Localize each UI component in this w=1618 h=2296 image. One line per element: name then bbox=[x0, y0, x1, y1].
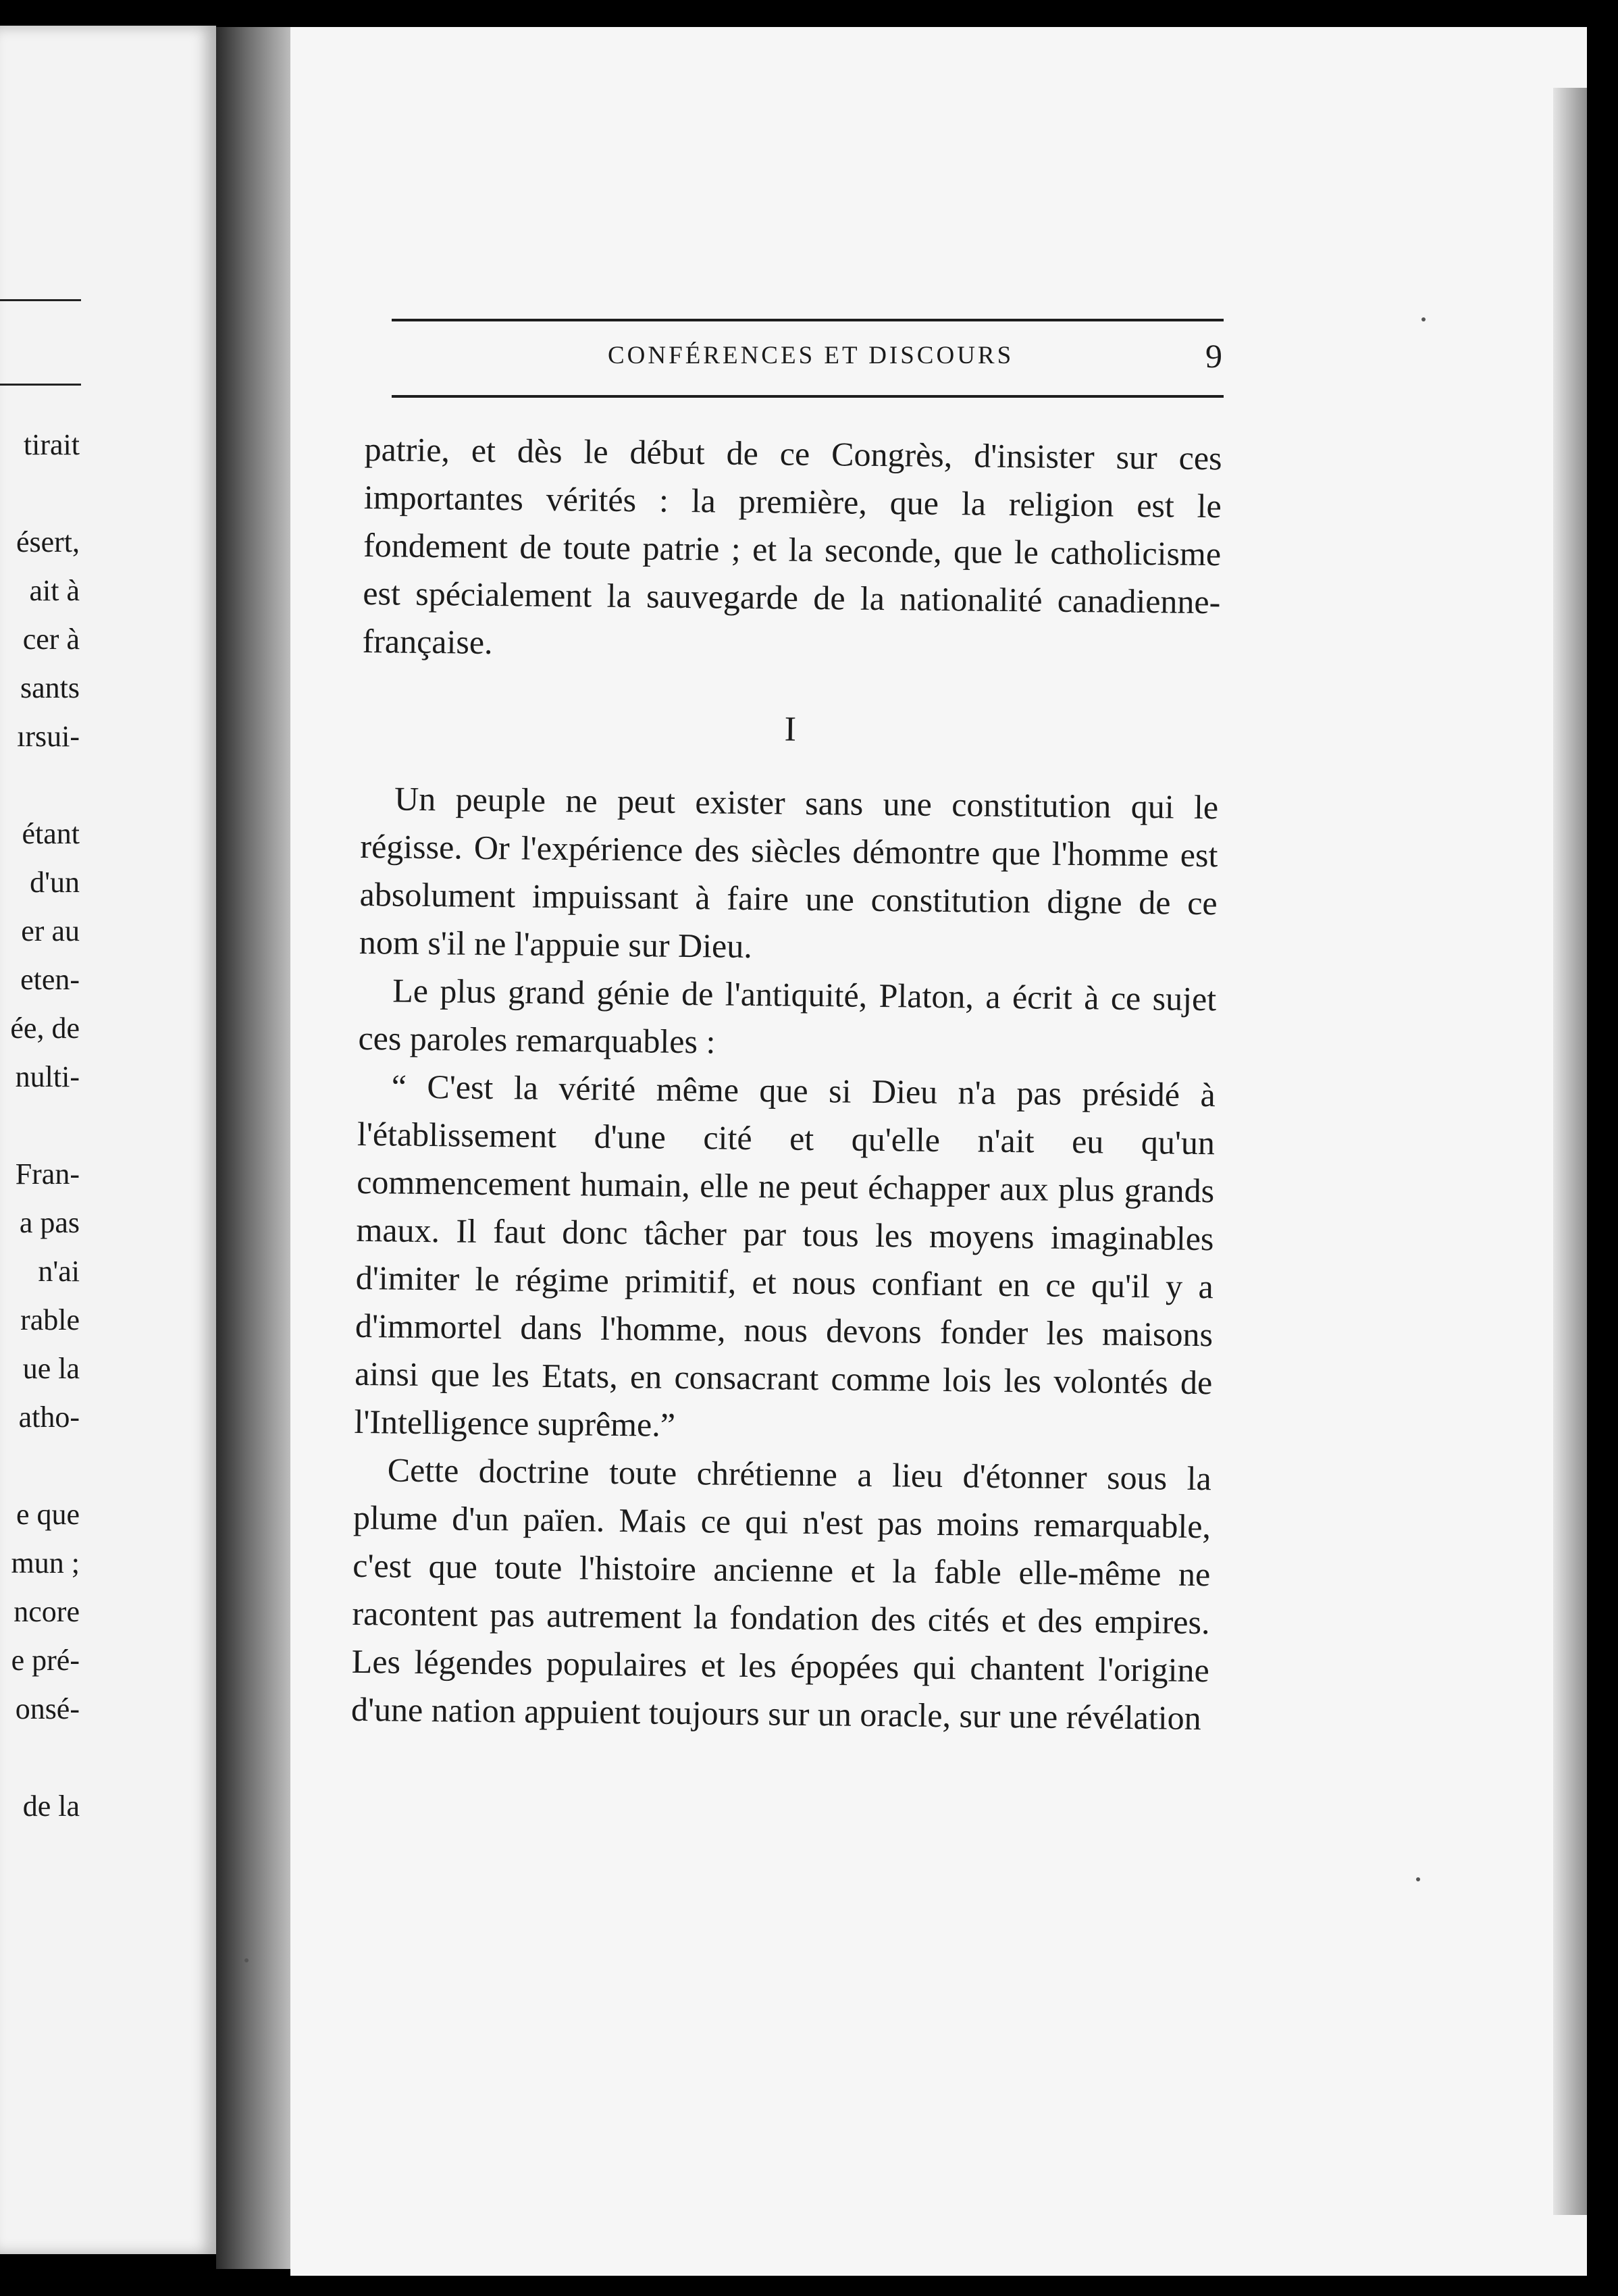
left-page-line-fragment: ncore bbox=[14, 1595, 80, 1628]
left-page-line-fragment: ue la bbox=[22, 1352, 80, 1385]
left-page-line-fragment: ırsui- bbox=[17, 720, 80, 753]
left-page-line-fragment: sants bbox=[20, 671, 80, 704]
paragraph-1: Un peuple ne peut exister sans une constitution qui le régisse. Or l'expérience des siècles démontre que l'homme est absolument impuissant à faire une constitution digne de ce nom s'il ne l'appuie sur Dieu. bbox=[359, 779, 1219, 966]
page-edge-shadow bbox=[1553, 88, 1587, 2215]
left-page-line-fragment: ésert, bbox=[16, 525, 80, 558]
header-rule-bottom bbox=[392, 395, 1224, 398]
left-page-line-fragment bbox=[0, 1101, 80, 1150]
left-page-line-fragment: tirait bbox=[23, 428, 80, 461]
dust-speck bbox=[1421, 317, 1426, 321]
platon-quotation: “ C'est la vérité même que si Dieu n'a pas présidé à l'établissement d'une cité et qu'elle n'ait eu qu'un commencement humain, elle ne peut échapper aux plus grands maux. Il faut donc tâcher par tous les moyens imaginables d'imiter le régime primitif, et nous confiant en ce qu'il y a d'immortel dans l'homme, nous devons fonder les maisons ainsi que les Etats, en consacrant comme lois les volontés de l'Intelligence suprême.” bbox=[354, 1067, 1216, 1444]
left-page-line-fragment: de la bbox=[22, 1790, 80, 1823]
left-page-line-fragment: étant bbox=[22, 817, 80, 850]
left-page-line-fragment: cer à bbox=[22, 623, 80, 656]
section-number: I bbox=[784, 710, 797, 749]
left-page-line-fragment: eten- bbox=[20, 963, 80, 996]
left-page-line-fragment: mun ; bbox=[11, 1546, 80, 1580]
left-facing-page bbox=[0, 26, 216, 2254]
left-page-line-fragment: onsé- bbox=[15, 1692, 80, 1725]
page-number: 9 bbox=[1205, 337, 1222, 375]
left-page-line-fragment: Fran- bbox=[15, 1157, 80, 1191]
left-page-line-fragment bbox=[0, 469, 80, 518]
left-page-line-fragment: atho- bbox=[18, 1401, 80, 1434]
left-page-line-fragment: e pré- bbox=[11, 1644, 80, 1677]
left-page-line-fragment: nulti- bbox=[15, 1060, 80, 1093]
running-head: CONFÉRENCES ET DISCOURS bbox=[608, 342, 1014, 369]
left-page-line-fragment: a pas bbox=[19, 1206, 80, 1239]
left-page-line-fragment: e que bbox=[16, 1498, 80, 1531]
dust-speck bbox=[244, 1958, 249, 1962]
left-page-line-fragment: ait à bbox=[29, 574, 80, 607]
paragraph-3: Cette doctrine toute chrétienne a lieu d'étonner sous la plume d'un païen. Mais ce qui n'est pas moins remarquable, c'est que toute l'histoire ancienne et la fable elle-même ne racontent pas autrement la fondation des cités et des empires. Les légendes populaires et les épopées qui chantent l'origine d'une nation appuient toujours sur un oracle, sur une révélation bbox=[350, 1451, 1212, 1738]
left-page-rule-top bbox=[0, 299, 81, 301]
paragraph-2: Le plus grand génie de l'antiquité, Platon, a écrit à ce sujet ces paroles remarquables : bbox=[358, 971, 1217, 1061]
left-page-line-fragment bbox=[0, 761, 80, 810]
body-text bbox=[351, 425, 1222, 1742]
header-rule-top bbox=[392, 319, 1224, 321]
left-page-text-fragments bbox=[0, 421, 80, 1831]
left-page-line-fragment: rable bbox=[20, 1303, 80, 1336]
left-page-line-fragment: n'ai bbox=[38, 1255, 80, 1288]
book-gutter bbox=[216, 27, 290, 2269]
left-page-line-fragment bbox=[0, 1442, 80, 1490]
opening-paragraph: patrie, et dès le début de ce Congrès, d'insister sur ces importantes vérités : la première, que la religion est le fondement de toute patrie ; et la seconde, que le catholicisme est spécialement la sauvegarde de la nationalité canadienne-française. bbox=[362, 429, 1222, 662]
left-page-rule-bottom bbox=[0, 384, 81, 386]
dust-speck bbox=[1416, 1877, 1420, 1881]
left-page-line-fragment bbox=[0, 1733, 80, 1782]
left-page-line-fragment: ée, de bbox=[10, 1012, 80, 1045]
left-page-line-fragment: d'un bbox=[30, 866, 80, 899]
left-page-line-fragment: er au bbox=[21, 914, 80, 947]
